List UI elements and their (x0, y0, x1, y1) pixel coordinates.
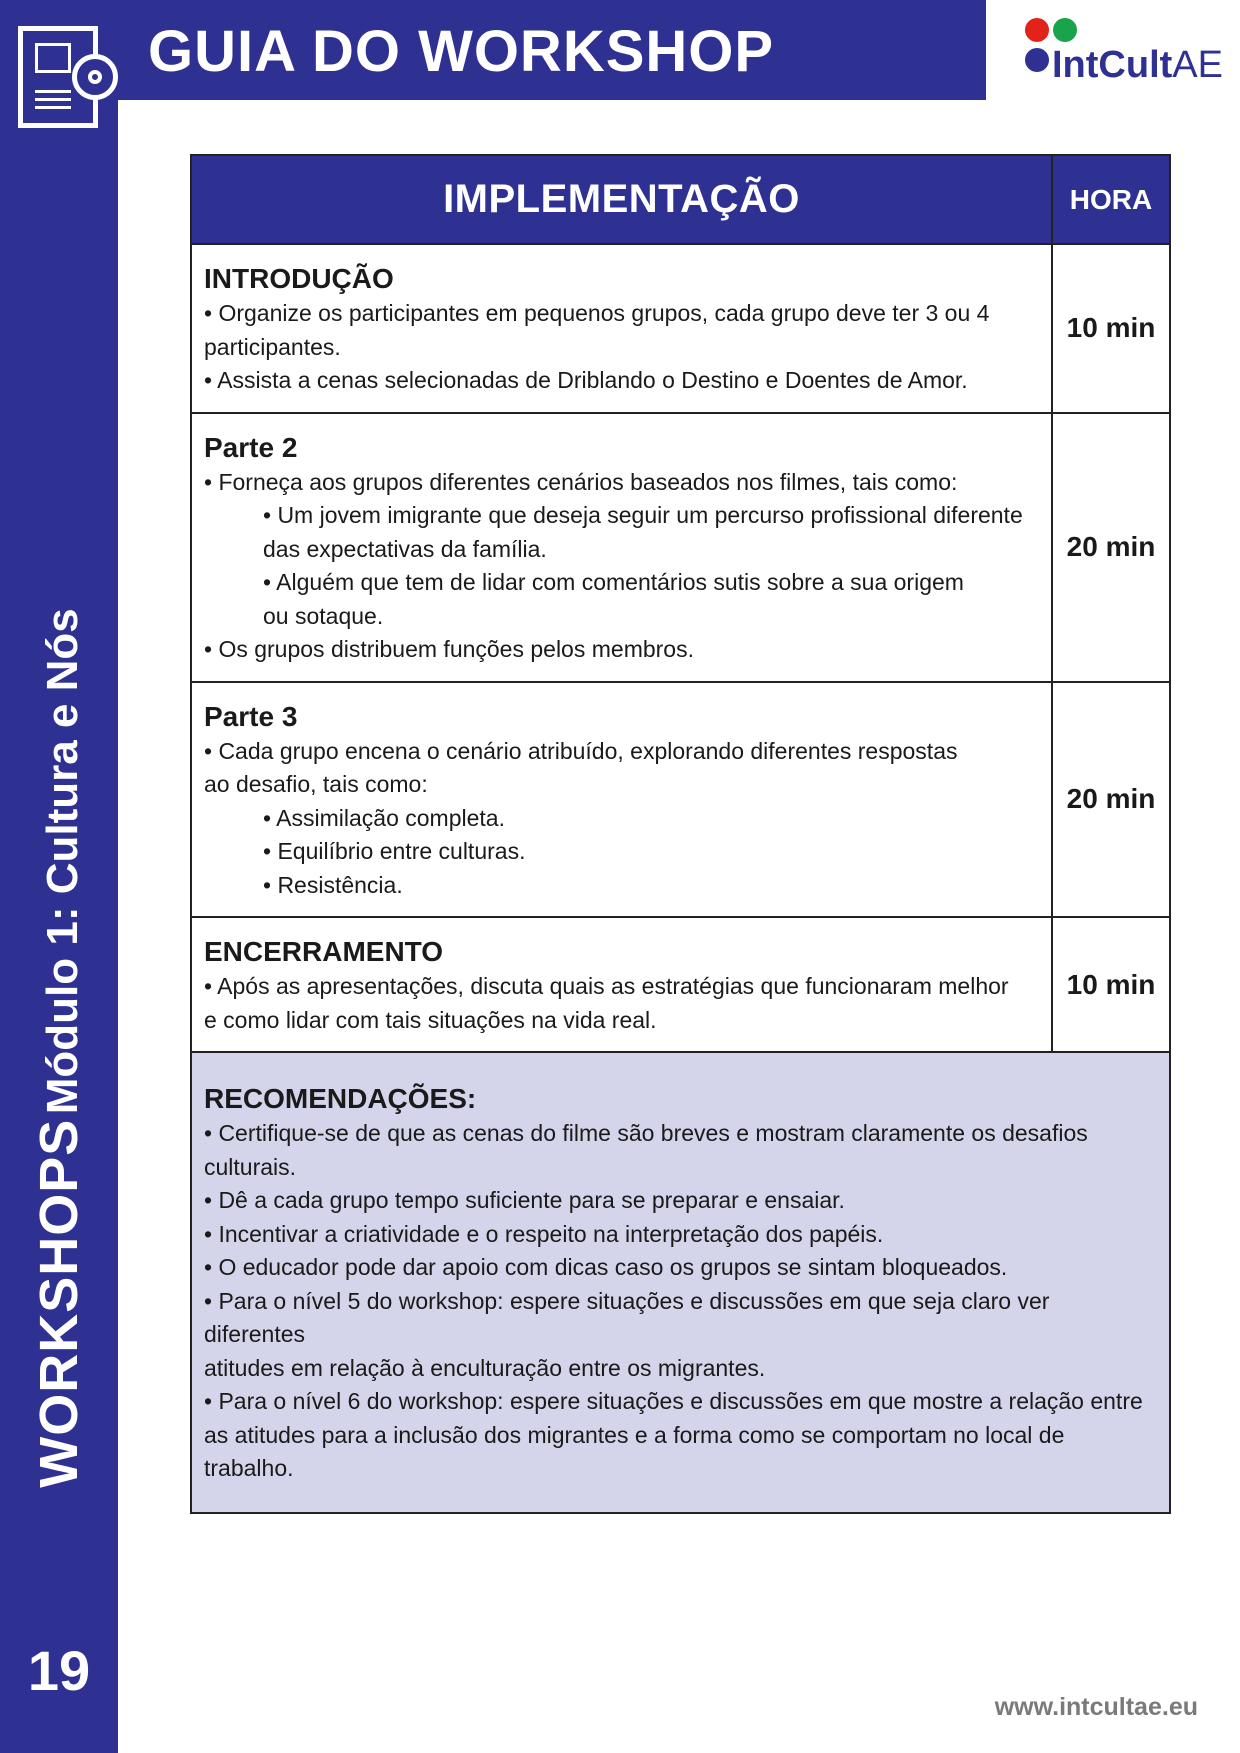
column-header-implementation: IMPLEMENTAÇÃO (191, 155, 1052, 244)
row-time: 10 min (1052, 244, 1170, 413)
row-line: • Forneça aos grupos diferentes cenários baseados nos filmes, tais como: (204, 468, 958, 495)
row-line: ou sotaque. (263, 602, 384, 629)
row-line: • Organize os participantes em pequenos grupos, cada grupo deve ter 3 ou 4 (204, 300, 990, 326)
row-line: das expectativas da família. (263, 535, 547, 562)
recommendation-line: atitudes em relação à enculturação entre os migrantes. (204, 1354, 766, 1381)
recommendations-content (191, 1052, 1170, 1513)
row-line: • Equilíbrio entre culturas. (263, 838, 526, 864)
row-line: • Cada grupo encena o cenário atribuído, explorando diferentes respostas (204, 737, 958, 764)
row-content (191, 682, 1052, 918)
logo-red-dot-icon (1025, 18, 1049, 42)
table-row-part-3 (191, 682, 1170, 918)
row-line: ao desafio, tais como: (204, 771, 428, 797)
recommendation-line: as atitudes para a inclusão dos migrantes e a forma como se comportam no local de trabalho. (204, 1421, 1065, 1481)
row-content (191, 917, 1052, 1052)
brand-name (1052, 45, 1223, 85)
row-line: • Os grupos distribuem funções pelos membros. (204, 636, 694, 662)
recommendation-line: • Para o nível 5 do workshop: espere situações e discussões em que seja claro ver diferentes (204, 1287, 1050, 1347)
table-row-introduction (191, 244, 1170, 413)
table-row-part-2 (191, 413, 1170, 682)
row-line: • Resistência. (263, 871, 403, 898)
header-bar (118, 0, 986, 100)
row-content (191, 413, 1052, 682)
row-time: 10 min (1052, 917, 1170, 1052)
row-line: • Após as apresentações, discuta quais as estratégias que funcionaram melhor (204, 973, 1009, 999)
sidebar (0, 0, 118, 1753)
brand-logo (1025, 18, 1223, 88)
recommendation-line: • Certifique-se de que as cenas do filme são breves e mostram claramente os desafios (204, 1120, 1088, 1146)
gear-icon (72, 54, 118, 100)
row-line: • Assimilação completa. (263, 804, 505, 831)
table-header-row (191, 155, 1170, 244)
column-header-time: HORA (1052, 155, 1170, 244)
row-title: ENCERRAMENTO (204, 936, 444, 967)
brand-name-light: AE (1172, 44, 1223, 86)
recommendations-title: RECOMENDAÇÕES: (204, 1083, 477, 1114)
recommendations-row (191, 1052, 1170, 1513)
logo-green-dot-icon (1053, 18, 1077, 42)
recommendation-line: • Incentivar a criatividade e o respeito na interpretação dos papéis. (204, 1220, 884, 1247)
module-label-rest: Módulo 1: Cultura e Nós (38, 608, 87, 1115)
row-time: 20 min (1052, 413, 1170, 682)
recommendation-line: • Dê a cada grupo tempo suficiente para se preparar e ensaiar. (204, 1187, 845, 1213)
recommendation-line: • O educador pode dar apoio com dicas caso os grupos se sintam bloqueados. (204, 1254, 1008, 1280)
row-title: INTRODUÇÃO (204, 263, 394, 294)
implementation-table (190, 154, 1171, 1514)
recommendation-line: culturais. (204, 1153, 297, 1180)
logo-blue-dot-icon (1025, 48, 1049, 72)
row-line: • Um jovem imigrante que deseja seguir um percurso profissional diferente (263, 502, 1023, 528)
brand-name-bold: IntCult (1052, 44, 1173, 86)
table-row-closing (191, 917, 1170, 1052)
page-title: GUIA DO WORKSHOP (148, 19, 775, 84)
row-line: participantes. (204, 333, 341, 360)
row-title: Parte 3 (204, 700, 298, 732)
row-line: • Alguém que tem de lidar com comentários sutis sobre a sua origem (263, 569, 964, 595)
recommendation-line: • Para o nível 6 do workshop: espere situações e discussões em que mostre a relação entre (204, 1388, 1143, 1414)
row-line: • Assista a cenas selecionadas de Driblando o Destino e Doentes de Amor. (204, 367, 968, 393)
website-link[interactable]: www.intcultae.eu (994, 1693, 1198, 1721)
page-number: 19 (27, 1639, 91, 1702)
module-label-bold: WORKSHOPS (29, 1118, 89, 1488)
module-label (28, 608, 90, 1487)
row-title: Parte 2 (204, 431, 298, 463)
row-content (191, 244, 1052, 413)
row-line: e como lidar com tais situações na vida real. (204, 1006, 657, 1033)
row-time: 20 min (1052, 682, 1170, 918)
